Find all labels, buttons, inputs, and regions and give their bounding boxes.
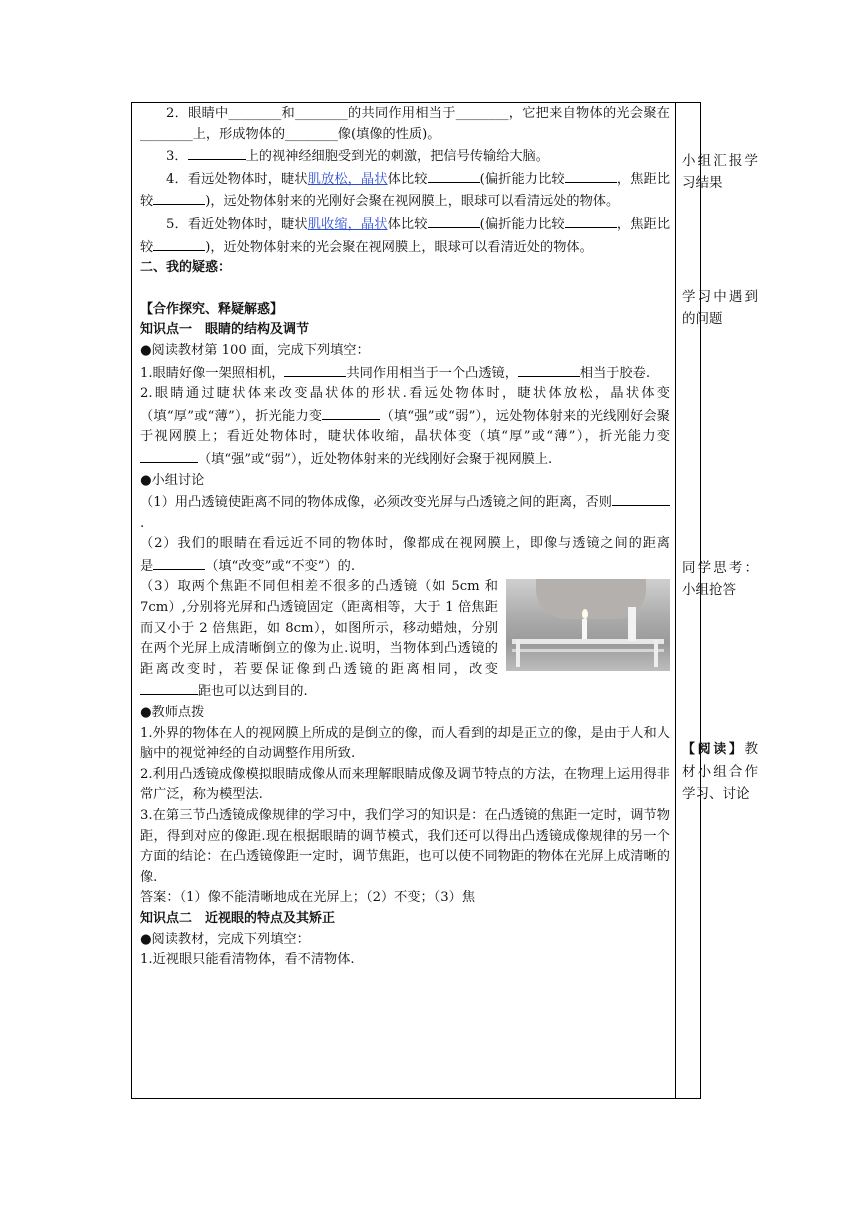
- blank[interactable]: [284, 362, 346, 377]
- answer: 答案：（1）像不能清晰地成在光屏上；（2）不变；（3）焦: [140, 890, 476, 906]
- blank[interactable]: [140, 680, 198, 695]
- question-2: 2.眼睛通过睫状体来改变晶状体的形状.看远处物体时，睫状体放松，晶状体变（填“厚”或“薄”），折光能力变 （填“强”或“弱”），远处物体射来的光线刚好会聚于视网膜上；看近处物体时，睫状体收缩，晶状体变（填“厚”或“薄”），折光能力变（填“强”或“弱”），近处物体射来的光线刚好会聚于视网膜上.: [140, 386, 670, 467]
- blank[interactable]: [428, 213, 480, 228]
- blank[interactable]: [565, 168, 617, 183]
- side-note-think: 同学思考：小组抢答: [682, 560, 758, 598]
- discussion-2: （2）我们的眼睛在看远近不同的物体时，像都成在视网膜上，即像与透镜之间的距离 是 （填“改变”或“不变”）的.: [140, 536, 710, 574]
- blank[interactable]: [565, 213, 617, 228]
- main-column: [140, 104, 710, 971]
- heading-knowledge-1: 知识点一 眼睛的结构及调节: [140, 322, 310, 338]
- blank[interactable]: [612, 491, 670, 506]
- link-muscle-relax[interactable]: 肌放松，晶状: [307, 171, 388, 187]
- blank[interactable]: [153, 555, 205, 570]
- paragraph-retina: 3． 上的视神经细胞受到光的刺激，把信号传输给大脑。: [140, 145, 670, 168]
- group-discussion-heading: ●小组讨论: [140, 472, 205, 488]
- blank[interactable]: [188, 145, 246, 160]
- question-1: 1.眼睛好像一架照相机， 共同作用相当于一个凸透镜， 相当于胶卷.: [140, 362, 670, 385]
- teacher-tips-heading: ●教师点拨: [140, 705, 205, 721]
- blank[interactable]: [153, 190, 205, 205]
- teacher-tip-1: 1.外界的物体在人的视网膜上所成的是倒立的像，而人看到的却是正立的像，是由于人和人脑中的视觉神经的自动调整作用所致.: [140, 725, 670, 762]
- blank[interactable]: [140, 448, 198, 463]
- blank[interactable]: [322, 405, 380, 420]
- reading-instruction-2: ●阅读教材，完成下列填空：: [140, 931, 310, 947]
- lens-experiment-photo: [506, 579, 670, 671]
- side-note-report: 小组汇报学习结果: [682, 153, 758, 191]
- reading-instruction-1: ●阅读教材第 100 面，完成下列填空：: [140, 342, 370, 358]
- column-divider: [675, 102, 676, 1099]
- blank[interactable]: [153, 236, 205, 251]
- heading-doubts: 二、我的疑惑：: [140, 260, 232, 276]
- teacher-tip-3: 3.在第三节凸透镜成像规律的学习中，我们学习的知识是：在凸透镜的焦距一定时，调节物距，得到对应的像距.现在根据眼睛的调节模式，我们还可以得出凸透镜成像规律的另一个方面的结论：在凸透镜像距一定时，调节焦距，也可以使不同物距的物体在光屏上成清晰的像.: [140, 808, 670, 885]
- paragraph-near-view: 5．看近处物体时，睫状肌收缩，晶状体比较 (偏折能力比较 ，焦距比较 )，近处物体射来的光会聚在视网膜上，眼球可以看清近处的物体。: [140, 213, 670, 258]
- side-note-problems: 学习中遇到的问题: [682, 289, 758, 327]
- paragraph-far-view: 4．看远处物体时，睫状肌放松，晶状体比较 (偏折能力比较 ，焦距比较 )，远处物体射来的光刚好会聚在视网膜上，眼球可以看清远处的物体。: [140, 168, 670, 213]
- myopia-item-1: 1.近视眼只能看清物体，看不清物体.: [140, 952, 355, 968]
- discussion-3: （3）取两个焦距不同但相差不很多的凸透镜（如 5cm 和 7cm）,分别将光屏和凸透镜固定（距离相等，大于 1 倍焦距而又小于 2 倍焦距，如 8cm），如图所示，移动蜡烛，分别在两个光屏上成清晰倒立的像为止.说明，当物体到凸透镜的距离改变时，若要保证像到凸透镜的距离相同，改变距也可以达到目的.: [140, 577, 670, 703]
- heading-knowledge-2: 知识点二 近视眼的特点及其矫正: [140, 910, 336, 926]
- teacher-tip-2: 2.利用凸透镜成像模拟眼睛成像从而来理解眼睛成像及调节特点的方法，在物理上运用得非常广泛，称为模型法.: [140, 766, 670, 803]
- link-muscle-contract[interactable]: 肌收缩，晶状: [307, 216, 388, 232]
- heading-explore: 【合作探究、释疑解惑】: [140, 301, 284, 317]
- blank[interactable]: [518, 362, 580, 377]
- discussion-1: （1）用凸透镜使距离不同的物体成像，必须改变光屏与凸透镜之间的距离，否则.: [140, 491, 670, 534]
- paragraph-eye-function: 2．眼睛中________和________的共同作用相当于________，它把来自物体的光会聚在________上，形成物体的________像(填像的性质)。: [140, 106, 670, 142]
- blank[interactable]: [428, 168, 480, 183]
- side-note-reading: 【阅读】教材小组合作学习、讨论: [682, 741, 758, 802]
